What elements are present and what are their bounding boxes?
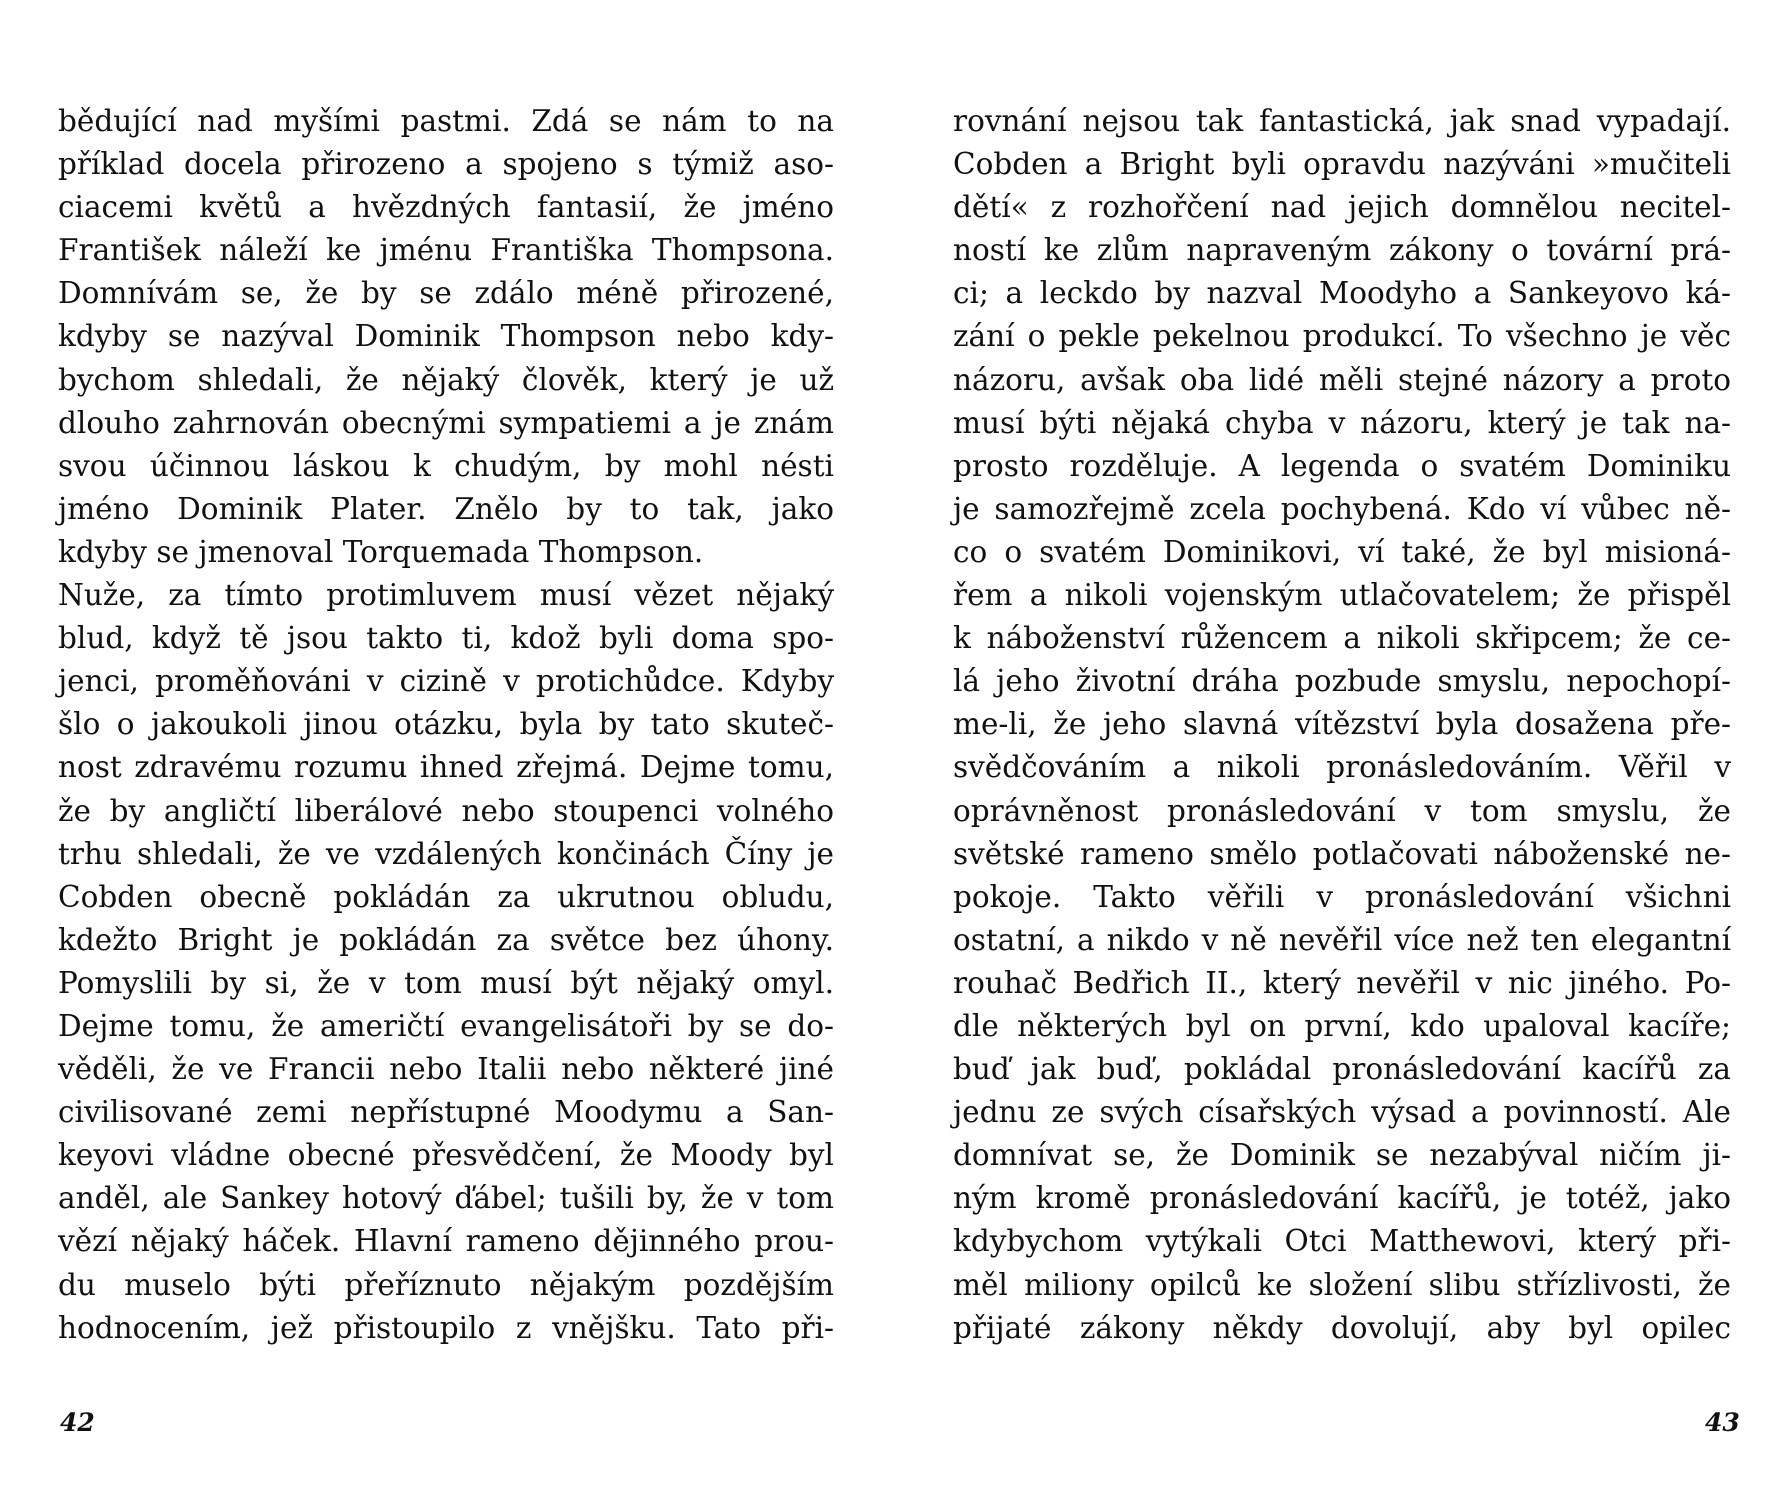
page-number: 43 [1705, 1408, 1740, 1437]
text-line: du muselo býti přeříznuto nějakým pozdějším [58, 1267, 834, 1302]
right-page [893, 0, 1786, 1500]
text-line: co o svatém Dominikovi, ví také, že byl misioná- [953, 534, 1731, 569]
text-line: kdyby se nazýval Dominik Thompson nebo kdy- [58, 319, 834, 354]
text-line: ci; a leckdo by nazval Moodyho a Sankeyovo ká- [953, 276, 1731, 311]
text-line: věděli, že ve Francii nebo Italii nebo některé jiné [58, 1052, 834, 1087]
text-line: ciacemi květů a hvězdných fantasií, že jméno [58, 190, 834, 225]
text-line: svědčováním a nikoli pronásledováním. Věřil v [953, 750, 1731, 785]
text-line: bychom shledali, že nějaký člověk, který je už [58, 362, 834, 397]
text-line: lá jeho životní dráha pozbude smyslu, nepochopí- [953, 664, 1731, 699]
text-line: anděl, ale Sankey hotový ďábel; tušili by, že v tom [58, 1181, 834, 1216]
text-line: světské rameno smělo potlačovati náboženské ne- [953, 836, 1731, 871]
text-line: že by angličtí liberálové nebo stoupenci volného [58, 793, 834, 828]
text-line: příklad docela přirozeno a spojeno s týmiž aso- [58, 147, 834, 182]
text-line: svou účinnou láskou k chudým, by mohl nésti [58, 448, 834, 483]
text-line: ostatní, a nikdo v ně nevěřil více než ten elegantní [953, 922, 1731, 957]
text-line: Cobden obecně pokládán za ukrutnou obludu, [58, 879, 834, 914]
text-line: hodnocením, jež přistoupilo z vnějšku. Tato při- [58, 1310, 834, 1345]
text-line: kdežto Bright je pokládán za světce bez úhony. [58, 922, 834, 957]
text-line: zání o pekle pekelnou produkcí. To všechno je věc [953, 319, 1731, 354]
text-line: me-li, že jeho slavná vítězství byla dosažena pře- [953, 707, 1731, 742]
left-page-text [58, 100, 834, 1350]
text-line: civilisované zemi nepřístupné Moodymu a San- [58, 1095, 834, 1130]
text-line: nost zdravému rozumu ihned zřejmá. Dejme tomu, [58, 750, 834, 785]
text-line: řem a nikoli vojenským utlačovatelem; že přispěl [953, 578, 1731, 613]
text-line: měl miliony opilců ke složení slibu střízlivosti, že [953, 1267, 1731, 1302]
text-line: František náleží ke jménu Františka Thompsona. [58, 233, 834, 268]
text-line: ností ke zlům napraveným zákony o tovární prá- [953, 233, 1731, 268]
text-line: bědující nad myšími pastmi. Zdá se nám to na [58, 104, 834, 138]
text-line: je samozřejmě zcela pochybená. Kdo ví vůbec ně- [953, 491, 1731, 526]
text-line: jenci, proměňováni v cizině v protichůdce. Kdyby [58, 664, 834, 699]
text-line: dlouho zahrnován obecnými sympatiemi a je znám [58, 405, 834, 440]
text-line: buď jak buď, pokládal pronásledování kacířů za [953, 1052, 1731, 1087]
text-line: rovnání nejsou tak fantastická, jak snad vypadají. [953, 104, 1731, 138]
text-line: pokoje. Takto věřili v pronásledování všichni [953, 879, 1731, 914]
right-page-text [953, 100, 1731, 1350]
text-line: rouhač Bedřich II., který nevěřil v nic jiného. Po- [953, 965, 1731, 1000]
text-line: domnívat se, že Dominik se nezabýval ničím ji- [953, 1138, 1731, 1173]
text-line: Domnívám se, že by se zdálo méně přirozené, [58, 276, 834, 311]
text-line: ným kromě pronásledování kacířů, je totéž, jako [953, 1181, 1731, 1216]
text-line: Pomyslili by si, že v tom musí být nějaký omyl. [58, 965, 834, 1000]
text-line: k náboženství růžencem a nikoli skřipcem; že ce- [953, 621, 1731, 656]
text-line: Cobden a Bright byli opravdu nazýváni »mučiteli [953, 147, 1731, 182]
text-line: jméno Dominik Plater. Znělo by to tak, jako [58, 491, 834, 526]
text-line: keyovi vládne obecné přesvědčení, že Moody byl [58, 1138, 834, 1173]
text-line: prosto rozděluje. A legenda o svatém Dominiku [953, 448, 1731, 483]
page-number: 42 [60, 1408, 95, 1437]
text-line: jednu ze svých císařských výsad a povinností. Ale [953, 1095, 1731, 1130]
text-line: názoru, avšak oba lidé měli stejné názory a proto [953, 362, 1731, 397]
text-line: šlo o jakoukoli jinou otázku, byla by tato skuteč- [58, 707, 834, 742]
text-line: blud, když tě jsou takto ti, kdož byli doma spo- [58, 621, 834, 656]
text-line: Dejme tomu, že američtí evangelisátoři by se do- [58, 1008, 834, 1043]
text-line: kdybychom vytýkali Otci Matthewovi, který při- [953, 1224, 1731, 1259]
text-line: kdyby se jmenoval Torquemada Thompson. [58, 534, 704, 569]
text-line: dětí« z rozhořčení nad jejich domnělou necitel- [953, 190, 1731, 225]
text-line: Nuže, za tímto protimluvem musí vězet nějaký [58, 578, 834, 613]
text-line: musí býti nějaká chyba v názoru, který je tak na- [953, 405, 1731, 440]
text-line: přijaté zákony někdy dovolují, aby byl opilec [953, 1310, 1731, 1345]
text-line: trhu shledali, že ve vzdálených končinách Číny je [58, 836, 834, 871]
text-line: dle některých byl on první, kdo upaloval kacíře; [953, 1008, 1731, 1043]
text-line: oprávněnost pronásledování v tom smyslu, že [953, 793, 1731, 828]
text-line: vězí nějaký háček. Hlavní rameno dějinného prou- [58, 1224, 834, 1259]
